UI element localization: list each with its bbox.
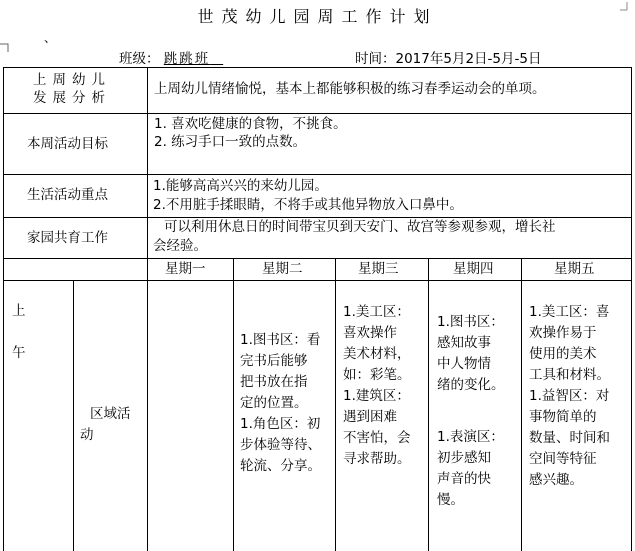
last-week-label-1: 上周幼儿 bbox=[33, 72, 111, 88]
fri-line: 工具和材料。 bbox=[529, 367, 610, 383]
thu-line: 绪的变化。 bbox=[437, 377, 505, 393]
family-line-1: 可以利用休息日的时间带宝贝到天安门、故宫等参观参观，增长社 bbox=[164, 219, 556, 235]
activity-label-2: 动 bbox=[80, 427, 94, 443]
wed-line: 美术材料， bbox=[343, 346, 411, 362]
tue-line: 完书后能够 bbox=[240, 353, 308, 369]
thu-line: 声音的快 bbox=[437, 471, 491, 487]
thu-line: 中人物情 bbox=[437, 356, 491, 372]
time-field bbox=[355, 47, 541, 67]
weekday-wed: 星期三 bbox=[358, 261, 399, 277]
last-week-label-2: 发展分析 bbox=[33, 90, 111, 106]
tue-line: 1.图书区：看 bbox=[240, 332, 321, 348]
weekday-tue: 星期二 bbox=[262, 261, 303, 277]
wed-line: 如：彩笔。 bbox=[343, 367, 411, 383]
thu-line: 1.表演区： bbox=[437, 429, 504, 445]
family-line-2: 会经验。 bbox=[153, 238, 207, 254]
fri-line: 1.益智区：对 bbox=[529, 388, 610, 404]
page-title: 世茂幼儿园周工作计划 bbox=[197, 7, 438, 26]
wed-line: 1.建筑区： bbox=[343, 388, 410, 404]
class-value: 跳跳班 bbox=[163, 51, 211, 67]
goal-item-1: 1. 喜欢吃健康的食物，不挑食。 bbox=[154, 116, 347, 132]
tue-line: 定的位置。 bbox=[240, 395, 308, 411]
fri-line: 欢操作易于 bbox=[529, 325, 597, 341]
class-field bbox=[119, 47, 223, 67]
thu-line: 感知故事 bbox=[437, 335, 491, 351]
family-label: 家园共育工作 bbox=[27, 230, 108, 246]
thu-line: 1.图书区： bbox=[437, 314, 504, 330]
tue-line: 1.角色区：初 bbox=[240, 416, 321, 432]
weekday-fri: 星期五 bbox=[554, 261, 595, 277]
wed-line: 寻求帮助。 bbox=[343, 451, 411, 467]
fri-line: 1.美工区：喜 bbox=[529, 304, 610, 320]
morning-label-1: 上 bbox=[12, 303, 26, 319]
life-label: 生活活动重点 bbox=[27, 187, 108, 203]
time-value: 2017年5月2日-5月-5日 bbox=[395, 51, 542, 67]
tue-line: 步体验等待、 bbox=[240, 437, 321, 453]
fri-line: 感兴趣。 bbox=[529, 472, 583, 488]
last-week-content: 上周幼儿情绪愉悦，基本上都能够积极的练习春季运动会的单项。 bbox=[154, 81, 546, 97]
stray-mark: 、 bbox=[44, 31, 57, 45]
life-item-1: 1.能够高高兴兴的来幼儿园。 bbox=[153, 178, 328, 194]
fri-line: 数量、时间和 bbox=[529, 430, 610, 446]
goals-label: 本周活动目标 bbox=[27, 136, 108, 152]
wed-line: 喜欢操作 bbox=[343, 325, 397, 341]
tue-line: 把书放在指 bbox=[240, 374, 308, 390]
tue-line: 轮流、分享。 bbox=[240, 458, 321, 474]
morning-label-2: 午 bbox=[12, 345, 26, 361]
class-label: 班级： bbox=[119, 51, 160, 67]
life-item-2: 2.不用脏手揉眼睛，不将手或其他异物放入口鼻中。 bbox=[153, 197, 463, 213]
weekday-mon: 星期一 bbox=[165, 261, 206, 277]
wed-line: 遇到困难 bbox=[343, 409, 397, 425]
wed-line: 不害怕，会 bbox=[343, 430, 411, 446]
activity-label-1: 区域活 bbox=[90, 406, 131, 422]
thu-line: 初步感知 bbox=[437, 450, 491, 466]
time-label: 时间： bbox=[355, 51, 396, 67]
goal-item-2: 2. 练习手口一致的点数。 bbox=[154, 134, 307, 150]
weekday-thu: 星期四 bbox=[453, 261, 494, 277]
thu-line: 慢。 bbox=[437, 492, 464, 508]
fri-line: 使用的美术 bbox=[529, 346, 597, 362]
fri-line: 空间等特征 bbox=[529, 451, 597, 467]
wed-line: 1.美工区： bbox=[343, 304, 410, 320]
fri-line: 事物简单的 bbox=[529, 409, 597, 425]
